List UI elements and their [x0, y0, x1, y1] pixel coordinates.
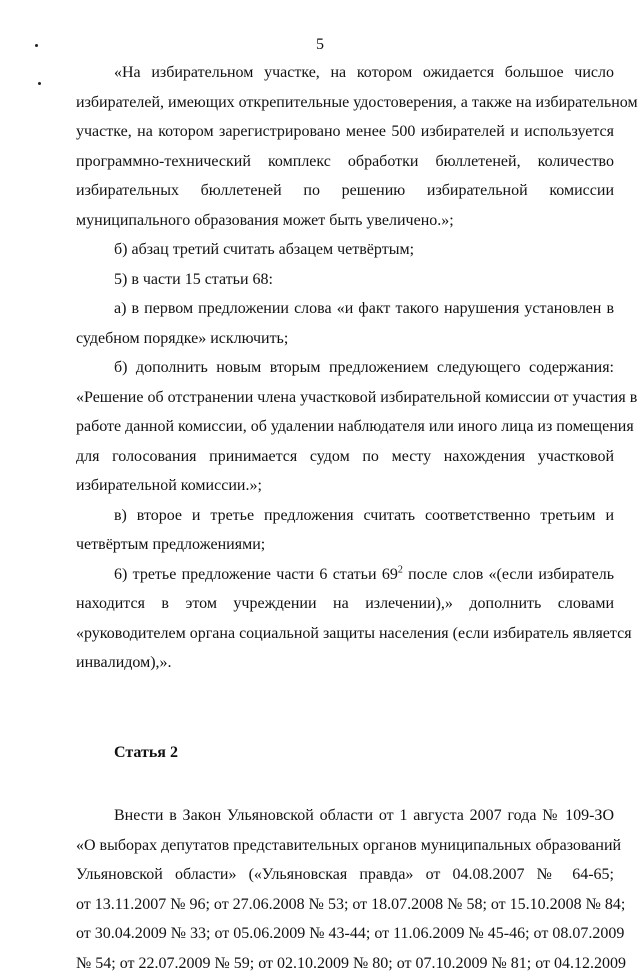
text-line: избирательных бюллетеней по решению избирательной комиссии	[76, 176, 614, 206]
text-line: в) второе и третье предложения считать соответственно третьим и	[76, 501, 614, 531]
text-line	[76, 560, 614, 590]
text-line: от 30.04.2009 № 33; от 05.06.2009 № 43-44; от 11.06.2009 № 45-46; от 08.07.2009	[76, 919, 614, 949]
text-line: инвалидом),».	[76, 648, 614, 678]
text-line: «Решение об отстранении члена участковой избирательной комиссии от участия в	[76, 383, 614, 413]
text-line: находится в этом учреждении на излечении),» дополнить словами	[76, 589, 614, 619]
text-line: четвёртым предложениями;	[76, 530, 614, 560]
text-line: избирательной комиссии.»;	[76, 471, 614, 501]
text-line: Внести в Закон Ульяновской области от 1 августа 2007 года № 109-ЗО	[76, 801, 614, 831]
paragraph-item-6	[76, 560, 614, 678]
scan-mark	[38, 82, 41, 85]
page-number: 5	[0, 36, 640, 54]
paragraph-item-5: 5) в части 15 статьи 68:	[76, 265, 614, 295]
text-line: Ульяновской области» («Ульяновская правда» от 04.08.2007 № 64-65;	[76, 860, 614, 890]
text-line: «На избирательном участке, на котором ожидается большое число	[76, 58, 614, 88]
text-line: от 13.11.2007 № 96; от 27.06.2008 № 53; от 18.07.2008 № 58; от 15.10.2008 № 84;	[76, 890, 614, 920]
paragraph-quote	[76, 58, 614, 235]
text-line: программно-технический комплекс обработки бюллетеней, количество	[76, 147, 614, 177]
superscript: 2	[398, 564, 403, 575]
document-body	[76, 58, 614, 978]
paragraph-item-b: б) абзац третий считать абзацем четвёртым;	[76, 235, 614, 265]
text-line: участке, на котором зарегистрировано менее 500 избирателей и используется	[76, 117, 614, 147]
text-line: № 54; от 22.07.2009 № 59; от 02.10.2009 № 80; от 07.10.2009 № 81; от 04.12.2009	[76, 949, 614, 978]
paragraph-item-b2	[76, 353, 614, 501]
article-heading: Статья 2	[76, 738, 614, 768]
text-line: избирателей, имеющих открепительные удостоверения, а также на избирательном	[76, 88, 614, 118]
text-line: а) в первом предложении слова «и факт такого нарушения установлен в	[76, 294, 614, 324]
text-line: судебном порядке» исключить;	[76, 324, 614, 354]
text-line: муниципального образования может быть увеличено.»;	[76, 206, 614, 236]
paragraph-item-v	[76, 501, 614, 560]
text-line: б) дополнить новым вторым предложением следующего содержания:	[76, 353, 614, 383]
text-fragment: 6) третье предложение части 6 статьи 69	[114, 566, 398, 583]
paragraph-item-a	[76, 294, 614, 353]
paragraph-article-2	[76, 801, 614, 978]
text-line: «О выборах депутатов представительных органов муниципальных образований	[76, 831, 614, 861]
text-line: работе данной комиссии, об удалении наблюдателя или иного лица из помещения	[76, 412, 614, 442]
text-fragment: после слов «(если избиратель	[403, 566, 614, 583]
text-line: «руководителем органа социальной защиты населения (если избиратель является	[76, 619, 614, 649]
text-line: для голосования принимается судом по месту нахождения участковой	[76, 442, 614, 472]
